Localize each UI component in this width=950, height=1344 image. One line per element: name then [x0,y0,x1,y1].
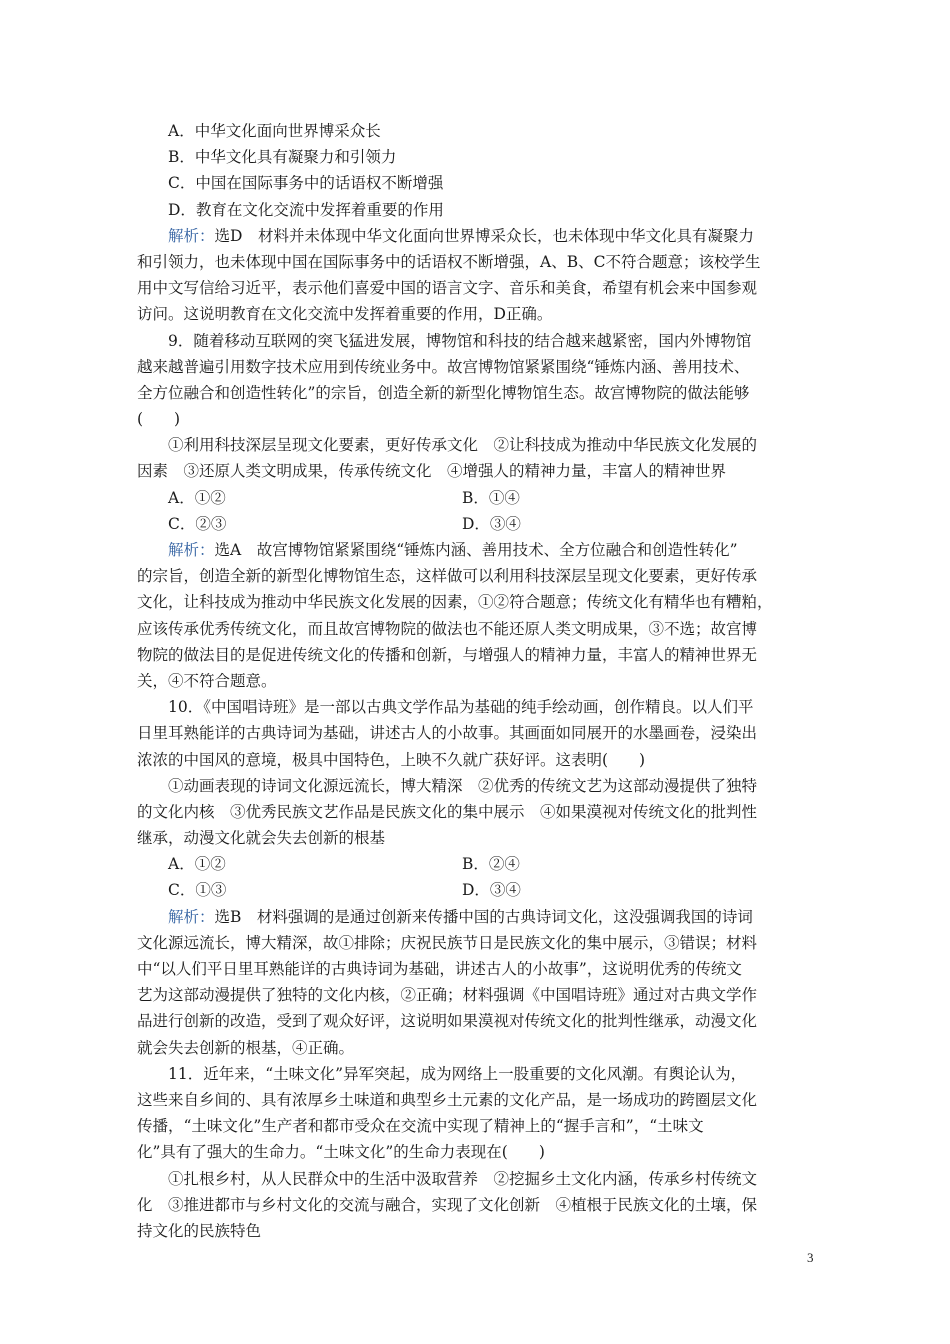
q9-stem-line: 全方位融合和创造性转化”的宗旨，创造全新的新型化博物馆生态。故宫博物院的做法能够 [137,383,750,402]
q11-items-line: 化 ③推进都市与乡村文化的交流与融合，实现了文化创新 ④植根于民族文化的土壤，保 [137,1195,758,1214]
q9-analysis-line: 解析：选A 故宫博物馆紧紧围绕“锤炼内涵、善用技术、全方位融合和创造性转化” [168,541,738,559]
q11-stem-line: 11．近年来，“土味文化”异军突起，成为网络上一股重要的文化风潮。有舆论认为， [168,1064,747,1083]
q11-stem-line: 这些来自乡间的、具有浓厚乡土味道和典型乡土元素的文化产品，是一场成功的跨圈层文化 [137,1090,758,1109]
q10-items-line: 的文化内核 ③优秀民族文艺作品是民族文化的集中展示 ④如果漠视对传统文化的批判性 [137,802,758,821]
document-page [137,118,817,1244]
q9-analysis-line: 文化，让科技成为推动中华民族文化发展的因素，①②符合题意；传统文化有精华也有糟粕， [137,593,773,612]
q8-analysis-line: 和引领力，也未体现中国在国际事务中的话语权不断增强，A、B、C不符合题意；该校学生 [137,252,761,271]
analysis-label: 解析： [168,226,215,245]
q10-items-line: 继承，动漫文化就会失去创新的根基 [137,829,386,848]
q9-items-line: 因素 ③还原人类文明成果，传承传统文化 ④增强人的精神力量，丰富人的精神世界 [137,462,727,481]
q10-analysis-line: 文化源远流长，博大精深，故①排除；庆祝民族节日是民族文化的集中展示，③错误；材料 [137,933,758,952]
q10-option-a: A．①② [168,855,226,874]
analysis-label: 解析： [168,541,215,559]
q9-analysis-line: 关，④不符合题意。 [137,671,277,690]
q10-options-row [137,877,817,903]
q10-analysis-line: 就会失去创新的根基，④正确。 [137,1038,355,1057]
q9-stem-line: ( ) [137,410,181,429]
q10-items-line: ①动画表现的诗词文化源远流长，博大精深 ②优秀的传统文艺为这部动漫提供了独特 [168,776,758,795]
q9-analysis-line: 应该传承优秀传统文化，而且故宫博物院的做法也不能还原人类文明成果，③不选；故宫博 [137,619,758,638]
q8-option-c: C．中国在国际事务中的话语权不断增强 [168,174,444,193]
q9-options-row [137,511,817,537]
q10-option-d: D．③④ [462,881,521,900]
q9-option-d: D．③④ [462,514,521,533]
q9-analysis-line: 物院的做法目的是促进传统文化的传播和创新，与增强人的精神力量，丰富人的精神世界无 [137,645,758,664]
analysis-label: 解析： [168,907,215,926]
q8-analysis-line: 访问。这说明教育在文化交流中发挥着重要的作用，D正确。 [137,305,553,324]
q9-items-line: ①利用科技深层呈现文化要素，更好传承文化 ②让科技成为推动中华民族文化发展的 [168,436,758,455]
q9-option-c: C．②③ [168,514,227,533]
q9-options-row [137,485,817,511]
q10-analysis-line: 解析：选B 材料强调的是通过创新来传播中国的古典诗词文化，这没强调我国的诗词 [168,907,753,926]
q11-stem-line: 传播，“土味文化”生产者和都市受众在交流中实现了精神上的“握手言和”，“土味文 [137,1117,704,1136]
q8-option-a: A．中华文化面向世界博采众长 [168,122,381,140]
q9-option-a: A．①② [168,488,226,507]
q8-option-b: B．中华文化具有凝聚力和引领力 [168,148,397,167]
q10-analysis-line: 品进行创新的改造，受到了观众好评，这说明如果漠视对传统文化的批判性继承，动漫文化 [137,1012,758,1031]
q10-analysis-line: 艺为这部动漫提供了独特的文化内核，②正确；材料强调《中国唱诗班》通过对古典文学作 [137,986,758,1005]
q9-stem-line: 越来越普遍引用数字技术应用到传统业务中。故宫博物馆紧紧围绕“锤炼内涵、善用技术、 [137,357,750,376]
q8-analysis-line: 用中文写信给习近平，表示他们喜爱中国的语言文字、音乐和美食，希望有机会来中国参观 [137,279,758,298]
q10-option-b: B．②④ [462,855,520,874]
q10-stem-line: 日里耳熟能详的古典诗词为基础，讲述古人的小故事。其画面如同展开的水墨画卷，浸染出 [137,724,758,743]
q11-items-line: ①扎根乡村，从人民群众中的生活中汲取营养 ②挖掘乡土文化内涵，传承乡村传统文 [168,1169,758,1188]
page-number: 3 [807,1250,814,1265]
q9-analysis-line: 的宗旨，创造全新的新型化博物馆生态，这样做可以利用科技深层呈现文化要素，更好传承 [137,567,758,586]
q9-option-b: B．①④ [462,488,520,507]
q10-stem-line: 10．《中国唱诗班》是一部以古典文学作品为基础的纯手绘动画，创作精良。以人们平 [168,698,754,717]
q10-option-c: C．①③ [168,881,227,900]
q10-options-row [137,851,817,877]
q11-stem-line: 化”具有了强大的生命力。“土味文化”的生命力表现在( ) [137,1143,545,1162]
q9-stem-line: 9．随着移动互联网的突飞猛进发展，博物馆和科技的结合越来越紧密，国内外博物馆 [168,331,752,350]
q8-option-d: D．教育在文化交流中发挥着重要的作用 [168,200,444,219]
q10-stem-line: 浓浓的中国风的意境，极具中国特色，上映不久就广获好评。这表明( ) [137,750,646,769]
q10-analysis-line: 中“以人们平日里耳熟能详的古典诗词为基础，讲述古人的小故事”，这说明优秀的传统文 [137,960,742,978]
q8-analysis-line: 解析：选D 材料并未体现中华文化面向世界博采众长，也未体现中华文化具有凝聚力 [168,226,754,245]
q11-items-line: 持文化的民族特色 [137,1221,262,1240]
